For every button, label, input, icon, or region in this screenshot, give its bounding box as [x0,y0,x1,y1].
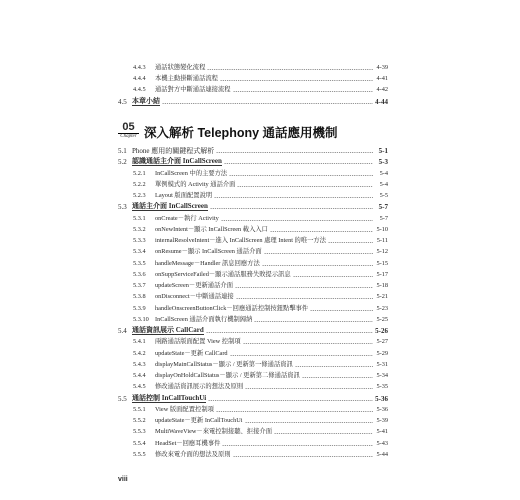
dot-leader [254,321,373,322]
page-reference: 5-26 [375,327,388,335]
section-number: 5.4.2 [133,350,146,357]
section-number: 5.2.1 [133,170,146,177]
section-number: 5.3.3 [133,237,146,244]
dot-leader [221,220,373,221]
dot-leader [229,175,373,176]
section-title: handleMessage－Handler 訊息回應方法 [155,260,260,267]
section-number: 5.2 [118,158,127,166]
section-title: 認識通話主介面 InCallScreen [132,157,222,165]
section-number: 5.3.5 [133,260,146,267]
section-title: Phone 應用的關鍵程式解析 [132,147,215,155]
toc-section [118,392,388,403]
section-number: 5.4 [118,327,127,335]
dot-leader [233,456,373,457]
section-title: MultiWaveView－來電控制接聽、拒接介面 [155,428,272,435]
toc-subsection [133,403,388,414]
dot-leader [230,355,373,356]
section-title: 修改通話資訊展示的想法及原則 [155,383,244,390]
section-title: InCallScreen 通話介面執行機制歸納 [155,316,253,323]
section-number: 5.5.1 [133,406,146,413]
dot-leader [245,422,373,423]
chapter-number: 05 [122,121,135,133]
section-number: 5.3.2 [133,226,146,233]
section-number: 4.4.4 [133,75,146,82]
toc-subsection [133,234,388,245]
section-number: 5.3.8 [133,293,146,300]
page-reference: 5-35 [376,383,388,390]
page-reference: 5-29 [376,350,388,357]
page-reference: 5-25 [376,316,388,323]
section-title: 通話控制 InCallTouchUi [132,394,207,402]
page-reference: 5-7 [379,215,388,222]
section-number: 5.3.10 [133,316,149,323]
section-title: internalResolveIntent－進入 InCallScreen 處理 Intent 的唯一方法 [155,237,327,244]
toc-subsection [133,61,388,72]
section-title: 通話主介面 InCallScreen [132,202,208,210]
toc-subsection [133,189,388,200]
dot-leader [262,265,373,266]
toc-section [118,324,388,335]
toc-subsection [133,425,388,436]
toc-subsection [133,245,388,256]
page-reference: 5-10 [376,226,388,233]
dot-leader [235,287,373,288]
section-title: 單例模式的 Activity 通話介面 [155,181,236,188]
section-number: 5.4.3 [133,361,146,368]
section-title: displayMainCallStatus－顯示 / 更新第一條通話資訊 [155,361,293,368]
dot-leader [210,208,373,209]
page-reference: 5-4 [379,181,388,188]
page-reference: 4-41 [376,75,388,82]
section-title: onNewIntent－顯示 InCallScreen 載入入口 [155,226,268,233]
page-reference: 5-15 [376,260,388,267]
toc-subsection [133,302,388,313]
toc-subsection [133,347,388,358]
page-reference: 5-39 [376,417,388,424]
page-reference: 4-39 [376,64,388,71]
section-title: onResume－顯示 InCallScreen 通話介面 [155,248,262,255]
section-title: handleOnscreenButtonClick－回應通話控制按鈕點擊事件 [155,305,309,312]
section-number: 5.3.9 [133,305,146,312]
dot-leader [293,276,373,277]
chapter-label: Chapter [118,133,139,140]
section-number: 5.3.6 [133,271,146,278]
section-number: 5.4.4 [133,372,146,379]
dot-leader [216,152,373,153]
toc-subsection [133,358,388,369]
dot-leader [274,433,373,434]
page-reference: 5-12 [376,248,388,255]
toc-subsection [133,268,388,279]
page-reference: 5-36 [376,406,388,413]
section-title: onSuppServiceFailed－顯示通話服務失敗提示訊息 [155,271,291,278]
dot-leader [216,411,373,412]
toc-subsection [133,167,388,178]
toc-subsection [133,448,388,459]
section-number: 5.3 [118,203,127,211]
section-title: Layout 版面配置說明 [155,192,213,199]
toc-subsection [133,212,388,223]
toc-subsection [133,279,388,290]
page-reference: 5-5 [379,192,388,199]
dot-leader [224,163,373,164]
section-title: updateScreen－更新通話介面 [155,282,233,289]
section-title: 本章小結 [132,97,160,105]
section-number: 5.1 [118,147,127,155]
page-reference: 5-18 [376,282,388,289]
page-reference: 5-17 [376,271,388,278]
page-reference: 5-27 [376,338,388,345]
toc-section [118,200,388,211]
page-number: viii [118,476,128,483]
section-title: HeadSet－回應耳機事件 [155,440,221,447]
section-number: 5.3.7 [133,282,146,289]
section-number: 5.2.3 [133,192,146,199]
section-title: 通話狀態變化流程 [155,64,206,71]
section-number: 5.3.4 [133,248,146,255]
page-reference: 4-42 [376,86,388,93]
toc-subsection [133,72,388,83]
section-number: 5.3.1 [133,215,146,222]
toc-subsection [133,223,388,234]
page-reference: 5-43 [376,440,388,447]
section-number: 4.4.3 [133,64,146,71]
toc-subsection [133,437,388,448]
toc-subsection [133,414,388,425]
toc-subsection [133,290,388,301]
section-title: updateState－更新 InCallTouchUi [155,417,243,424]
dot-leader [302,377,373,378]
page-reference: 5-11 [376,237,388,244]
dot-leader [270,231,373,232]
section-title: onCreate－執行 Activity [155,215,219,222]
dot-leader [310,310,373,311]
dot-leader [245,388,373,389]
section-number: 5.4.5 [133,383,146,390]
dot-leader [237,186,373,187]
toc-subsection [133,369,388,380]
dot-leader [233,91,373,92]
page-reference: 5-21 [376,293,388,300]
toc-section [118,95,388,106]
page-reference: 5-36 [375,395,388,403]
section-number: 5.4.1 [133,338,146,345]
section-number: 5.2.2 [133,181,146,188]
page-reference: 5-1 [378,147,388,155]
section-number: 5.5.4 [133,440,146,447]
dot-leader [214,197,373,198]
dot-leader [220,80,373,81]
section-title: updateState－更新 CallCard [155,350,228,357]
section-title: 修改來電介面的想法及原則 [155,451,231,458]
toc-subsection [133,313,388,324]
dot-leader [222,445,373,446]
page-reference: 4-44 [375,98,388,106]
toc-subsection [133,380,388,391]
dot-leader [206,332,373,333]
section-title: 通話資訊展示 CallCard [132,326,204,334]
dot-leader [162,103,373,104]
page-reference: 5-34 [376,372,388,379]
page-reference: 5-44 [376,451,388,458]
page-reference: 5-4 [379,170,388,177]
section-number: 4.4.5 [133,86,146,93]
dot-leader [208,400,373,401]
section-number: 5.5 [118,395,127,403]
toc-subsection [133,257,388,268]
section-number: 5.5.5 [133,451,146,458]
toc-subsection [133,83,388,94]
section-title: 兩路通話版面配置 View 控制項 [155,338,241,345]
section-title: 通話對方中斷通話連接流程 [155,86,231,93]
section-number: 5.5.3 [133,428,146,435]
section-title: InCallScreen 中的主要方法 [155,170,228,177]
dot-leader [328,242,373,243]
toc-section [118,155,388,166]
section-title: 本機主動掛斷通話流程 [155,75,218,82]
page-reference: 5-23 [376,305,388,312]
section-number: 5.5.2 [133,417,146,424]
toc-subsection [133,178,388,189]
dot-leader [295,366,373,367]
section-title: onDisconnect－中斷通話連接 [155,293,234,300]
section-title: View 版面配置控制項 [155,406,214,413]
dot-leader [264,253,373,254]
page-reference: 5-41 [376,428,388,435]
page-reference: 5-7 [378,203,388,211]
dot-leader [243,343,373,344]
page-reference: 5-3 [378,158,388,166]
toc-subsection [133,335,388,346]
dot-leader [207,69,373,70]
page-reference: 5-31 [376,361,388,368]
section-number: 4.5 [118,98,127,106]
section-title: displayOnHoldCallStatus－顯示 / 更新第二條通話資訊 [155,372,300,379]
dot-leader [236,298,373,299]
toc-section [118,144,388,155]
chapter-title: 深入解析 Telephony 通話應用機制 [144,126,338,140]
